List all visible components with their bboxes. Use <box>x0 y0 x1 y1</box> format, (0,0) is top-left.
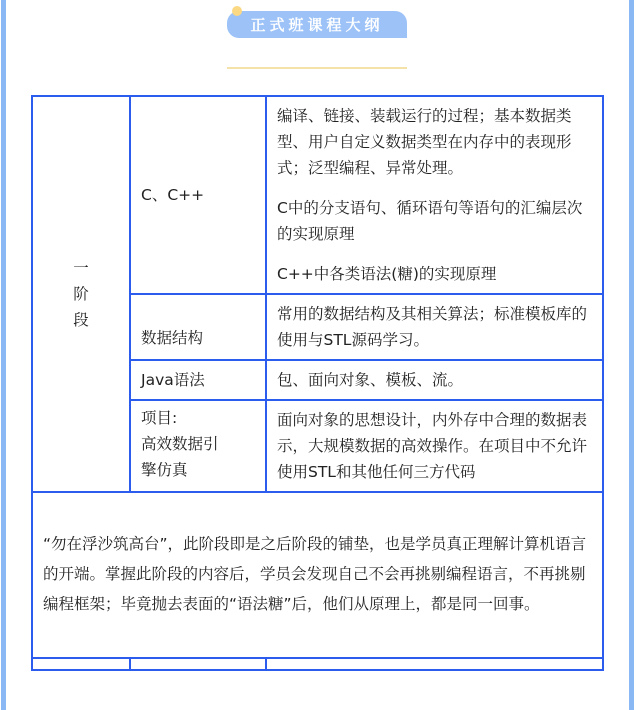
stage-cell <box>32 96 130 492</box>
content-paragraph: 包、面向对象、模板、流。 <box>277 371 464 389</box>
topic-label: 高效数据引 <box>141 435 219 453</box>
topic-label: 项目: <box>141 409 178 427</box>
topic-label: C、C++ <box>141 186 205 204</box>
summary-row <box>32 492 603 658</box>
summary-text: “勿在浮沙筑高台”，此阶段即是之后阶段的铺垫，也是学员真正理解计算机语言的开端。掌握此阶段的内容后，学员会发现自己不会再挑剔编程语言，不再挑剔编程框架；毕竟抛去表面的“语法糖”后，他们从原理上，都是同一回事。 <box>43 535 587 613</box>
syllabus-table <box>31 95 604 671</box>
summary-cell <box>32 492 603 658</box>
page-title: 正式班课程大纲 <box>250 16 384 34</box>
topic-label: 数据结构 <box>141 329 204 347</box>
topic-label: 擎仿真 <box>141 461 188 479</box>
stage-char: 阶 <box>73 285 89 303</box>
topic-label: Java语法 <box>141 371 205 389</box>
stage-char: 一 <box>73 259 89 277</box>
content-paragraph: C++中各类语法(糖)的实现原理 <box>277 265 497 283</box>
topic-cell <box>130 96 266 294</box>
right-decorative-bar <box>629 0 634 710</box>
content-cell <box>266 360 603 400</box>
title-pill <box>227 11 407 38</box>
content-paragraph: C中的分支语句、循环语句等语句的汇编层次的实现原理 <box>277 199 583 243</box>
topic-cell <box>130 360 266 400</box>
content-paragraph: 面向对象的思想设计，内外存中合理的数据表示，大规模数据的高效操作。在项目中不允许使用STL和其他任何三方代码 <box>277 411 588 481</box>
section-title-badge <box>227 11 407 38</box>
content-cell <box>266 294 603 360</box>
table-row <box>32 96 603 294</box>
content-cell <box>266 96 603 294</box>
topic-cell <box>130 294 266 360</box>
next-row-edge <box>32 658 603 670</box>
title-divider <box>227 67 407 69</box>
content-paragraph: 常用的数据结构及其相关算法；标准模板库的使用与STL源码学习。 <box>277 305 588 349</box>
dot-icon <box>232 6 242 16</box>
left-decorative-bar <box>1 0 6 710</box>
content-paragraph: 编译、链接、装载运行的过程；基本数据类型、用户自定义数据类型在内存中的表现形式；泛型编程、异常处理。 <box>277 107 572 177</box>
stage-char: 段 <box>73 311 89 329</box>
content-cell <box>266 400 603 492</box>
topic-cell <box>130 400 266 492</box>
